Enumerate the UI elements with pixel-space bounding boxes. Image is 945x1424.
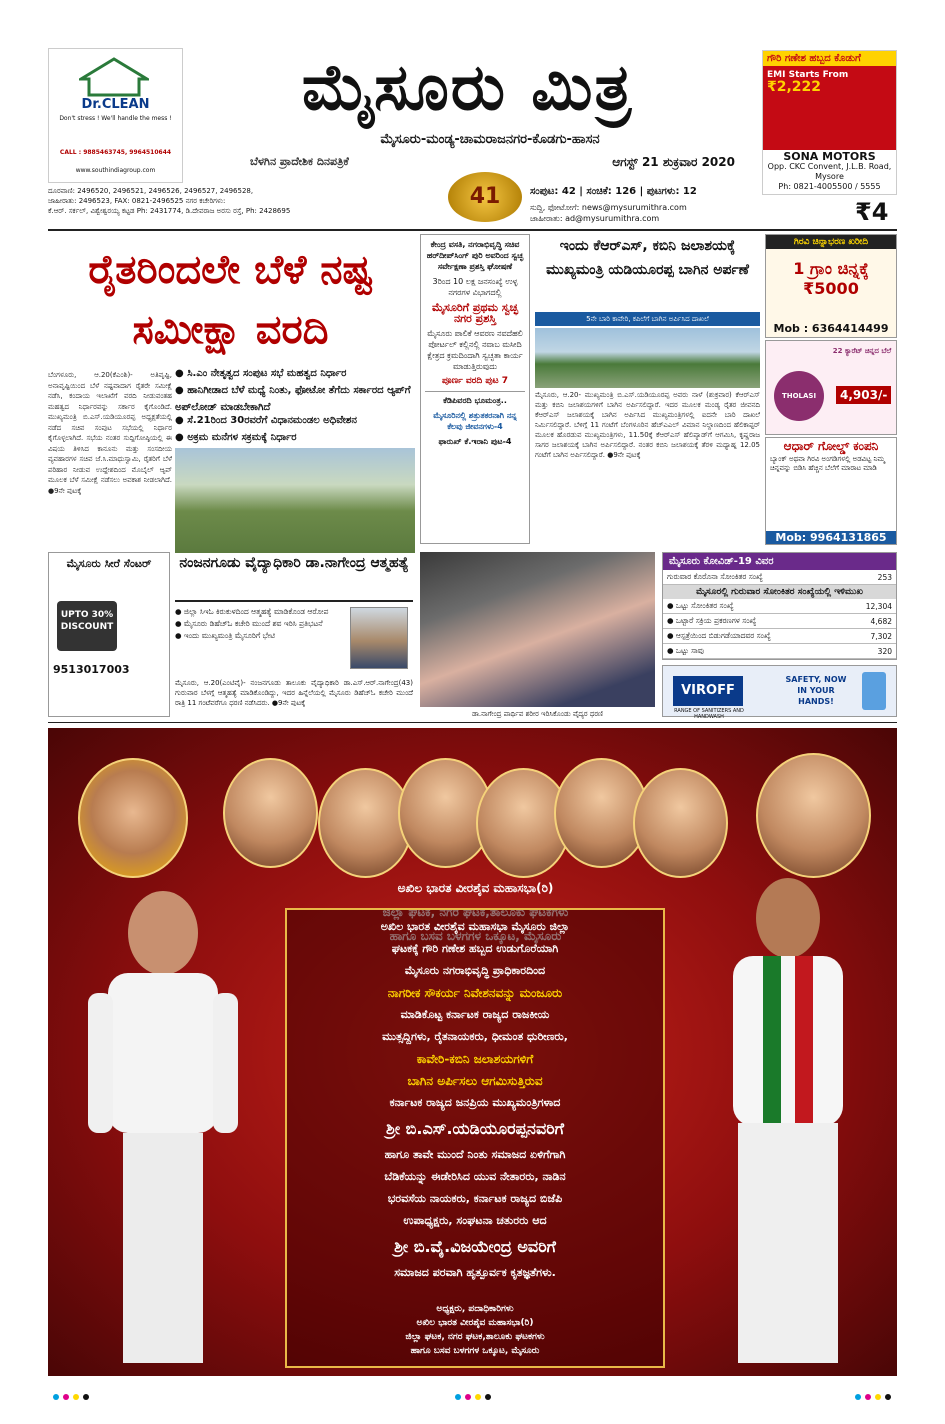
covid-value: 4,682 xyxy=(836,614,896,629)
ad-sub: RANGE OF SANITIZERS AND HANDWASH xyxy=(674,708,744,720)
lead-bullet: ● ಹಾನಿಗೀಡಾದ ಬೆಳೆ ಮಧ್ಯೆ ನಿಂತು, ಫೋಟೋ ತೆಗೆದು ಸರ್ಕಾರದ ಆ್ಯಪ್‌ಗೆ ಅಪ್‌ಲೋಡ್ ಮಾಡಬೇಕಾಗಿದೆ xyxy=(175,385,411,413)
ad-line-highlight: ನಾಗರೀಕ ಸೌಕರ್ಯ ನಿವೇಶನವನ್ನು ಮಂಜೂರು xyxy=(387,986,563,1000)
figure-vijayendra xyxy=(693,868,883,1373)
ad-viroff xyxy=(662,665,897,720)
ad-aadhar-gold xyxy=(765,437,897,545)
contacts-line-1: ದೂರವಾಣಿ: 2496520, 2496521, 2496526, 2496527, 2496528, xyxy=(48,187,254,195)
swachh-category: 3ರಿಂದ 10 ಲಕ್ಷ ಜನಸಂಖ್ಯೆ ಉಳ್ಳ ನಗರಗಳ ವಿಭಾಗದಲ್ಲಿ xyxy=(432,277,518,297)
covid-value: 253 xyxy=(836,570,896,585)
ad-header-line: ಅಖಿಲ ಭಾರತ ವೀರಶೈವ ಮಹಾಸಭಾ(ರಿ) xyxy=(397,881,554,895)
ad-gold-loan xyxy=(765,234,897,338)
portrait xyxy=(223,758,318,868)
price: ₹4 xyxy=(855,198,889,226)
protest-caption: ಡಾ.ನಾಗೇಂದ್ರ ಪಾರ್ಥಿವ ಶರೀರ ಇರಿಸಿಕೊಂಡು ವೈದ್ಯರ ಧರಣಿ xyxy=(471,710,604,718)
registration-marks xyxy=(48,1392,897,1402)
ad-head: ಗೌರಿ ಗಣೇಶ ಹಬ್ಬದ ಕೊಡುಗೆ xyxy=(763,51,896,66)
covid-table-2 xyxy=(663,599,896,659)
ad-body: ಬ್ಯಾಂಕ್ ಅಥವಾ ಗಿರವಿ ಅಂಗಡಿಗಳಲ್ಲಿ ಅಡವಿಟ್ಟ ನಿಮ್ಮ ಚಿನ್ನವನ್ನು ಬಿಡಿಸಿ ಹೆಚ್ಚಿನ ಬೆಲೆಗೆ ಮಾರಾಟ ಮಾಡಿ xyxy=(770,455,885,472)
covid-label: ● ಒಟ್ಟು ಸಾವು xyxy=(663,644,836,659)
dam-photo xyxy=(535,328,760,388)
ad-footer-line: ಜಿಲ್ಲಾ ಘಟಕ, ನಗರ ಘಟಕ,ತಾಲೂಕು ಘಟಕಗಳು xyxy=(405,1332,545,1342)
table-row xyxy=(663,614,896,629)
swachh-detail: ಮೈಸೂರು ಪಾಲಿಕೆ ಆವರಣ ನವದೆಹಲಿ ಪೋರ್ಟಲ್ ಕಲ್ಲಿನಲ್ಲಿ ನವಾಬ ಮಸೀದಿ ಕ್ಷೇತ್ರದ ಕ್ರಮದಿಂದಾಗಿ ಸ್ವಚ್ಛತಾ ಕಾರ್ಯ ಮಾಡುತ್ತಿರುವುದು xyxy=(427,329,523,371)
lead-bullets xyxy=(175,365,415,416)
viroff-logo: VIROFF xyxy=(673,676,743,706)
covid-label: ● ಒಟ್ಟು ಸೋಂಕಿತರ ಸಂಖ್ಯೆ xyxy=(663,599,836,614)
felicitation-ad xyxy=(48,728,897,1376)
covid-value: 12,304 xyxy=(836,599,896,614)
ad-line-highlight: ಕಾವೇರಿ-ಕಬಿನಿ ಜಲಾಶಯಗಳಿಗೆ xyxy=(416,1052,534,1066)
tholasi-logo: THOLASI xyxy=(774,371,824,421)
lead-bullets-2 xyxy=(175,412,415,446)
contacts-line-2: ಜಾಹೀರಾತು: 2496523, FAX: 0821-2496525 ನಗರ ಕಚೇರಿಗಳು: xyxy=(48,197,226,205)
ad-honoree-1: ಶ್ರೀ ಬಿ.ಎಸ್.ಯಡಿಯೂರಪ್ಪನವರಿಗೆ xyxy=(386,1119,564,1138)
ad-line: ಹಾಗೂ ತಾವೇ ಮುಂದೆ ನಿಂತು ಸಮಾಜದ ಏಳಿಗೆಗಾಗಿ xyxy=(384,1148,566,1161)
lead-bullet: ● ಸಿ.ಎಂ ನೇತೃತ್ವದ ಸಂಪುಟ ಸಭೆ ಮಹತ್ವದ ನಿರ್ಧಾರ xyxy=(175,368,347,379)
covid-table xyxy=(663,570,896,585)
column-teaser: ಮೈಸೂರಿನಲ್ಲಿ ಶತ್ರುತಕರನಾಗಿ ನನ್ನ ಕೆಲವು ಜೀವನಗಳು-4 xyxy=(433,411,517,431)
ad-message-panel xyxy=(285,908,665,1368)
sanitizer-bottle-icon xyxy=(862,672,886,710)
flooded-field-photo xyxy=(175,448,415,553)
ad-footer-line: ಅಖಿಲ ಭಾರತ ವೀರಶೈವ ಮಹಾಸಭಾ(ರಿ) xyxy=(416,1318,534,1328)
krs-strip: 5ನೇ ಬಾರಿ ಕಾವೇರಿ, ಕಪಿಲೆಗೆ ಬಾಗಿನ ಅರ್ಪಿಸಿದ ದಾಖಲೆ xyxy=(535,312,760,326)
doctor-photo xyxy=(350,607,408,669)
ad-honoree-2: ಶ್ರೀ ಬಿ.ವೈ.ವಿಜಯೇಂದ್ರ ಅವರಿಗೆ xyxy=(394,1237,556,1256)
masthead-divider xyxy=(48,229,897,231)
krs-headline: ಇಂದು ಕೆಆರ್‌ಎಸ್, ಕಬಿನಿ ಜಲಾಶಯಕ್ಕೆ ಮುಖ್ಯಮಂತ್ರಿ ಯಡಿಯೂರಪ್ಪ ಬಾಗಿನ ಅರ್ಪಣೆ xyxy=(546,238,749,278)
ad-call: CALL : 9885463745, 9964510644 xyxy=(59,149,172,156)
ad-line: ಬೆಡಿಕೆಯನ್ನು ಈಡೇರಿಸಿದ ಯುವ ನೇತಾರರು, ನಾಡಿನ xyxy=(384,1170,566,1183)
ad-line: ಘಟಕಕ್ಕೆ ಗೌರಿ ಗಣೇಶ ಹಬ್ಬದ ಉಡುಗೊರೆಯಾಗಿ xyxy=(391,942,559,955)
ad-line: ಮಾಡಿಕೊಟ್ಟ ಕರ್ನಾಟಕ ರಾಜ್ಯದ ರಾಜಕೀಯ xyxy=(400,1008,550,1021)
ad-discount: UPTO 30% DISCOUNT xyxy=(57,601,117,651)
newspaper-title: ಮೈಸೂರು ಮಿತ್ರ xyxy=(301,50,634,125)
newspaper-tagline: ಬೆಳಗಿನ ಪ್ರಾದೇಶಿಕ ದಿನಪತ್ರಿಕೆ xyxy=(250,155,349,168)
ad-line: ಉಪಾಧ್ಯಕ್ಷರು, ಸಂಘಟನಾ ಚತುರರು ಆದ xyxy=(403,1214,547,1227)
covid-subhead: ಮೈಸೂರಲ್ಲಿ ಗುರುವಾರ ಸೋಂಕಿತರ ಸಂಖ್ಯೆಯಲ್ಲಿ ಇಳಿಮುಖ xyxy=(663,585,896,599)
lead-headline: ರೈತರಿಂದಲೇ ಬೆಳೆ ನಷ್ಟ ಸಮೀಕ್ಷಾ ವರದಿ xyxy=(88,246,373,353)
lead-bullet: ● ಸೆ.21ರಿಂದ 30ರವರೆಗೆ ವಿಧಾನಮಂಡಲ ಅಧಿವೇಶನ xyxy=(175,415,357,426)
ad-slogan: Don't stress ! We'll handle the mess ! xyxy=(59,115,172,122)
swachh-announcement: ಕೇಂದ್ರ ವಸತಿ, ನಗರಾಭಿವೃದ್ಧಿ ಸಚಿವ ಹರ್‌ದೀಪ್‌ಸಿಂಗ್ ಪುರಿ ಅವರಿಂದ ಸ್ವಚ್ಛ ಸರ್ವೇಕ್ಷಣಾ ಪ್ರಶಸ್ತಿ ಘೋಷಣೆ xyxy=(426,240,524,271)
email-ads: ಜಾಹೀರಾತು: ad@mysurumithra.com xyxy=(530,214,660,223)
covid-label: ಗುರುವಾರ ಕೊರೊನಾ ಸೋಂಕಿತರ ಸಂಖ್ಯೆ xyxy=(663,570,836,585)
ad-footer xyxy=(285,1302,665,1358)
column-author: ಫಾರುಖ್ ಕೆ.ಇರಾನಿ ಪುಟ-4 xyxy=(438,437,512,446)
ad-sona-motors xyxy=(762,50,897,195)
house-icon xyxy=(79,57,149,97)
page-ref: ಪೂರ್ಣ ವರದಿ ಪುಟ 7 xyxy=(442,376,508,386)
protest-photo xyxy=(420,552,655,707)
ad-line: ಮುತ್ಸದ್ದಿಗಳು, ರೈತನಾಯಕರು, ಧೀಮಂತ ಧುರೀಣರು, xyxy=(382,1030,568,1043)
ad-head: ಮೈಸೂರು ಸೀರೆ ಸೆಂಟರ್ xyxy=(66,557,152,570)
ad-footer-line: ಅಧ್ಯಕ್ಷರು, ಪದಾಧಿಕಾರಿಗಳು xyxy=(436,1304,514,1314)
ad-price: 4,903/- xyxy=(836,386,891,404)
portrait-swamiji xyxy=(756,753,871,878)
ad-tag: 22 ಕ್ಯಾರೆಟ್ ಚಿನ್ನದ ಬೆಲೆ xyxy=(832,347,892,355)
contacts-line-3: ಕೆ.ಆರ್. ಸರ್ಕಲ್, ವಿಶ್ವೇಶ್ವರಯ್ಯ ಕಟ್ಟಡ Ph: 2431774, ಡಿ.ದೇವರಾಜ ಅರಸು ರಸ್ತೆ, Ph: 2428695 xyxy=(48,207,291,215)
anniversary-badge: 41 xyxy=(448,172,522,222)
table-row xyxy=(663,629,896,644)
ad-line: ಭರವಸೆಯ ನಾಯಕರು, ಕರ್ನಾಟಕ ರಾಜ್ಯದ ಬಿಜೆಪಿ xyxy=(387,1192,563,1205)
covid-title: ಮೈಸೂರು ಕೋವಿಡ್-19 ವಿವರ xyxy=(663,553,896,570)
ad-phone: 9513017003 xyxy=(53,663,130,676)
swachh-award: ಮೈಸೂರಿಗೆ ಪ್ರಥಮ ಸ್ವಚ್ಛ ನಗರ ಪ್ರಶಸ್ತಿ xyxy=(431,301,519,325)
portrait-basavanna xyxy=(78,758,188,878)
table-row xyxy=(663,570,896,585)
nanj-bullets xyxy=(175,606,345,642)
nanj-bullet: ● ಇಂದು ಮುಖ್ಯಮಂತ್ರಿ ಮೈಸೂರಿಗೆ ಭೇಟಿ xyxy=(175,631,276,640)
ad-mob: Mob : 6364414499 xyxy=(773,322,889,335)
ad-head: ಆಧಾರ್ ಗೋಲ್ಡ್ ಕಂಪನಿ xyxy=(783,439,879,453)
section-divider xyxy=(48,722,897,723)
table-row xyxy=(663,599,896,614)
ad-head: ಗಿರವಿ ಚಿನ್ನಾಭರಣ ಖರೀದಿ xyxy=(766,235,896,249)
mid-column xyxy=(420,234,530,544)
ad-line: ಅಖಿಲ ಭಾರತ ವೀರಶೈವ ಮಹಾಸಭಾ ಮೈಸೂರು ಜಿಲ್ಲಾ xyxy=(380,920,570,933)
ad-web: www.southindiagroup.com xyxy=(75,167,156,174)
ad-dr-clean xyxy=(48,48,183,183)
ad-amount: ₹2,222 xyxy=(767,79,822,95)
ad-line-highlight: ಬಾಗಿನ ಅರ್ಪಿಸಲು ಆಗಮಿಸುತ್ತಿರುವ xyxy=(407,1074,543,1088)
figure-yediyurappa xyxy=(68,883,258,1373)
ad-mob: Mob: 9964131865 xyxy=(766,531,896,544)
email-block xyxy=(530,202,760,224)
covid-label: ● ಆಸ್ಪತ್ರೆಯಿಂದ ಬಿಡುಗಡೆಯಾದವರ ಸಂಖ್ಯೆ xyxy=(663,629,836,644)
krs-text: ಮೈಸೂರು, ಆ.20- ಮುಖ್ಯಮಂತ್ರಿ ಬಿ.ಎಸ್.ಯಡಿಯೂರಪ್ಪ ಅವರು ನಾಳೆ (ಶುಕ್ರವಾರ) ಕೆಆರ್‌ಎಸ್ ಮತ್ತು ಕಬಿನಿ ಜಲಾಶಯಗಳಿಗೆ ಬಾಗಿನ ಅರ್ಪಿಸಲಿದ್ದಾರೆ. ಇದರ ಮೂಲಕ ಮಂಡ್ಯ ರೈತರ ಜೀವನದಿ ಕೆಆರ್‌ಎಸ್ ಜಲಾಶಯಕ್ಕೆ ಬಾಗಿನ ಅರ್ಪಿಸಿದ ಮುಖ್ಯಮಂತ್ರಿಗಳಲ್ಲಿ ಐದನೇ ಬಾರಿ ದಾಖಲೆ ನಿರ್ಮಿಸಲಿದ್ದಾರೆ. ಬೆಳಿಗ್ಗೆ 11 ಗಂಟೆಗೆ ಬೆಂಗಳೂರಿನ ಹೆಚ್‌ಎಎಲ್ ವಿಮಾನ ನಿಲ್ದಾಣದಿಂದ ಹೆಲಿಕಾಪ್ಟರ್ ಮೂಲಕ ಹೊರಡುವ ಮುಖ್ಯಮಂತ್ರಿಗಳು, 11.50ಕ್ಕೆ ಕೆಆರ್‌ಎಸ್ ಹೆಲಿಪ್ಯಾಡ್‌ಗೆ ಆಗಮಿಸಿ, ಕೃಷ್ಣರಾಜ ಸಾಗರ ಜಲಾಶಯಕ್ಕೆ ಬಾಗಿನ ಅರ್ಪಿಸಲಿದ್ದಾರೆ. ನಂತರ ಕಬಿನಿ ಜಲಾಶಯಕ್ಕೆ ತೆರಳಿ ಮಧ್ಯಾಹ್ನ 12.05 ಗಂಟೆಗೆ ಬಾಗಿನ ಅರ್ಪಿಸಲಿದ್ದಾರೆ. ●9ನೇ ಪುಟಕ್ಕೆ xyxy=(535,391,760,459)
lead-text: ಬೆಂಗಳೂರು, ಆ.20(ಕೆಎಂಶಿ)- ಅತಿವೃಷ್ಟಿ, ಅನಾವೃಷ್ಟಿಯಿಂದ ಬೆಳೆ ನಷ್ಟವಾದಾಗ ರೈತರೇ ಸಮೀಕ್ಷೆ ನಡೆಸಿ, ಕಂದಾಯ ಇಲಾಖೆಗೆ ವರದಿ ನೀಡುವಂತಹ ಮಹತ್ವದ ನಿರ್ಧಾರವನ್ನು ಸರ್ಕಾರ ಕೈಗೊಂಡಿದೆ. ಮುಖ್ಯಮಂತ್ರಿ ಬಿ.ಎಸ್.ಯಡಿಯೂರಪ್ಪ ಅಧ್ಯಕ್ಷತೆಯಲ್ಲಿ ನಡೆದ ಸಚಿವ ಸಂಪುಟ ಸಭೆಯಲ್ಲಿ ನಿರ್ಧಾರ ಕೈಗೊಳ್ಳಲಾಗಿದೆ. ಸಭೆಯ ನಂತರ ಸುದ್ದಿಗೋಷ್ಠಿಯಲ್ಲಿ ಈ ವಿಷಯ ತಿಳಿಸಿದ ಕಾನೂನು ಮತ್ತು ಸಂಸದೀಯ ವ್ಯವಹಾರಗಳ ಸಚಿವ ಜೆ.ಸಿ.ಮಾಧುಸ್ವಾಮಿ, ರೈತರಿಗೆ ಬೆಳೆ ಪರಿಹಾರ ನೀಡುವ ಉದ್ದೇಶದಿಂದ ಮೊಬೈಲ್ ಆ್ಯಪ್ ಮೂಲಕ ಬೆಳೆ ಸಮೀಕ್ಷೆ ನಡೆಸಲು ಅವಕಾಶ ನೀಡಲಾಗಿದೆ. ●9ನೇ ಪುಟಕ್ಕೆ xyxy=(48,371,172,495)
ad-line: ಸಮಾಜದ ಪರವಾಗಿ ಹೃತ್ಪೂರ್ವಕ ಕೃತಜ್ಞತೆಗಳು. xyxy=(394,1266,556,1279)
ad-offer: EMI Starts From xyxy=(767,70,849,80)
ad-saree-center xyxy=(48,552,170,717)
issue-info: ಸಂಪುಟ: 42 | ಸಂಚಿಕೆ: 126 | ಪುಟಗಳು: 12 xyxy=(530,186,697,197)
ad-tholasi xyxy=(765,340,897,435)
ad-phone: Ph: 0821-4005500 / 5555 xyxy=(778,182,881,191)
ad-name: SONA MOTORS xyxy=(783,150,876,163)
nanj-headline: ನಂಜನಗೂಡು ವೈದ್ಯಾಧಿಕಾರಿ ಡಾ.ನಾಗೇಂದ್ರ ಆತ್ಮಹತ್ಯೆ xyxy=(175,552,413,602)
covid-value: 320 xyxy=(836,644,896,659)
ad-address: Opp. CKC Convent, J.L.B. Road, Mysore xyxy=(767,162,892,181)
ad-footer-line: ಹಾಗೂ ಬಸವ ಬಳಗಗಳ ಒಕ್ಕೂಟ, ಮೈಸೂರು xyxy=(410,1346,540,1356)
ad-brand: Dr.CLEAN xyxy=(81,97,150,112)
nanj-bullet: ● ಮೈಸೂರು ಡಿಹೆಚ್‌ಓ ಕಚೇರಿ ಮುಂದೆ ಶವ ಇರಿಸಿ ಪ್ರತಿಭಟನೆ xyxy=(175,619,323,628)
ad-line: ಕರ್ನಾಟಕ ರಾಜ್ಯದ ಜನಪ್ರಿಯ ಮುಖ್ಯಮಂತ್ರಿಗಳಾದ xyxy=(389,1096,561,1109)
contact-block xyxy=(48,186,438,216)
lead-bullet: ● ಅಕ್ರಮ ಮನೆಗಳ ಸಕ್ರಮಕ್ಕೆ ನಿರ್ಧಾರ xyxy=(175,432,297,443)
ad-slogan: SAFETY, NOW IN YOUR HANDS! xyxy=(785,675,847,706)
email-news: ಸುದ್ದಿ, ಫೋಟೋಗೆ: news@mysurumithra.com xyxy=(530,203,687,212)
covid-label: ● ಒಟ್ಟಾರೆ ಸಕ್ರಿಯ ಪ್ರಕರಣಗಳ ಸಂಖ್ಯೆ xyxy=(663,614,836,629)
issue-date: ಆಗಸ್ಟ್ 21 ಶುಕ್ರವಾರ 2020 xyxy=(612,155,735,169)
table-row xyxy=(663,644,896,659)
ad-offer: 1 ಗ್ರಾಂ ಚಿನ್ನಕ್ಕೆ ₹5000 xyxy=(793,259,869,298)
covid-box xyxy=(662,552,897,660)
column-heads: ಕೆಡಿಪಿವರದಿ ಭೂಮಂತ್ರ.. xyxy=(425,391,525,406)
covid-value: 7,302 xyxy=(836,629,896,644)
nanj-bullet: ● ಜಿಲ್ಲಾ ಸಿಇಓ ಕಿರುಕುಳದಿಂದ ಆತ್ಮಹತ್ಯೆ ಮಾಡಿಕೊಂಡ ಆರೋಪ xyxy=(175,607,329,616)
newspaper-subtitle: ಮೈಸೂರು-ಮಂಡ್ಯ-ಚಾಮರಾಜನಗರ-ಕೊಡಗು-ಹಾಸನ xyxy=(380,132,600,147)
ad-line: ಮೈಸೂರು ನಗರಾಭಿವೃದ್ಧಿ ಪ್ರಾಧಿಕಾರದಿಂದ xyxy=(404,964,546,977)
nanj-text: ಮೈಸೂರು, ಆ.20(ಎಂಟಿವೈ)- ನಂಜನಗೂಡು ತಾಲೂಕು ವೈದ್ಯಾಧಿಕಾರಿ ಡಾ.ಎಸ್.ಆರ್.ನಾಗೇಂದ್ರ(43) ಗುರುವಾರ ಬೆಳಗ್ಗೆ ಆತ್ಮಹತ್ಯೆ ಮಾಡಿಕೊಂಡಿದ್ದು, ಇದರ ಹಿನ್ನೆಲೆಯಲ್ಲಿ ಮೈಸೂರು ಡಿಹೆಚ್‌ಓ ಕಚೇರಿ ಮುಂದೆ ರಾತ್ರಿ 11 ಗಂಟೆವರೆಗೂ ಧರಣಿ ನಡೆಸಿದರು. ●9ನೇ ಪುಟಕ್ಕೆ xyxy=(175,679,413,707)
portrait xyxy=(633,768,728,878)
